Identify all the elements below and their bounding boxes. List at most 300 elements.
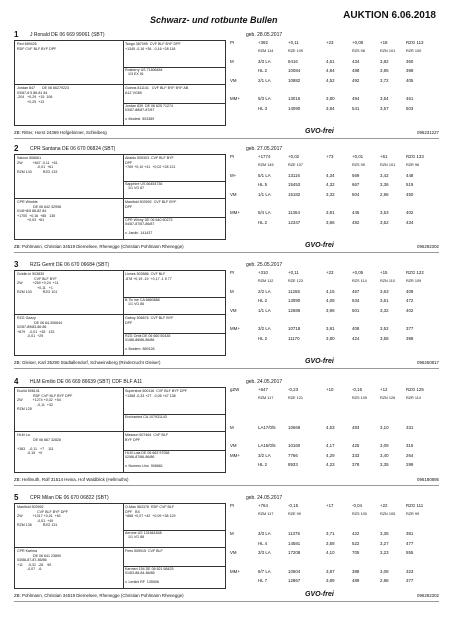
performance-cell: +764 [258, 503, 268, 508]
performance-table [230, 154, 439, 240]
performance-cell: gZW [230, 387, 240, 392]
performance-cell: 10160 [288, 443, 301, 449]
performance-cell: RZE 121 [288, 396, 303, 401]
performance-table [230, 503, 439, 589]
performance-cell: RZR 99 [406, 512, 420, 517]
performance-cell: 398 [406, 68, 414, 74]
performance-cell: 3,86 [326, 219, 335, 225]
performance-cell: +23 [326, 40, 334, 45]
pedigree-dam-dam: RZG Orbit DE 06 660 50435 01/86-86/86-86/86 v. Boslem 889128 [125, 333, 171, 352]
pedigree-divider [123, 504, 124, 588]
page-title: Schwarz- und rotbunte Bullen [150, 15, 278, 25]
performance-cell: 360 [406, 58, 414, 64]
performance-cell: -0,15 [288, 503, 299, 508]
entry-separator [14, 485, 439, 486]
performance-cell: HL 4 [258, 540, 268, 546]
performance-cell: 3,40 [380, 452, 389, 458]
pedigree-dam-sire: Manifold 503992 CVF BLF BYF DPF [125, 200, 177, 209]
performance-cell: 13090 [288, 298, 301, 304]
performance-cell: 4,10 [326, 550, 335, 555]
performance-cell: MM+ [230, 326, 240, 332]
performance-cell: 5/3 LA [258, 96, 271, 102]
gvo-label: GVO-frei [305, 128, 334, 135]
performance-cell: 4,29 [326, 452, 335, 458]
performance-cell: 17208 [288, 550, 301, 555]
performance-cell: RZR 96 [406, 163, 420, 168]
performance-cell: 402 [406, 307, 414, 313]
pedigree-box [14, 503, 226, 589]
birth-date: geb. 24.05.2017 [246, 495, 283, 501]
performance-cell: 3,54 [380, 96, 389, 102]
performance-cell: 315 [406, 443, 414, 449]
performance-cell: 402 [406, 210, 414, 216]
performance-cell: RZE 109 [288, 49, 303, 54]
performance-cell: HL 2 [258, 462, 268, 468]
performance-cell: M [230, 58, 234, 64]
performance-cell: 503 [406, 105, 414, 111]
pedigree-dam: RZG Gazzy DE 06 64-306644 02/87-89/83-86 86 +879 -0,01 +35 133 -0,01 +29 [17, 316, 63, 339]
lot-number: 4 [14, 377, 19, 386]
performance-cell: M+ [230, 172, 237, 178]
performance-cell: RZN 110 [380, 279, 395, 284]
pedigree-sire-sire: Altaldo 505303 CVF BLF BYF DPF +769 +0,10 +41 +0,02 +28 121 [125, 156, 176, 170]
performance-cell: 3/2 LA [258, 326, 271, 332]
performance-cell: RZS 95 [352, 163, 365, 168]
performance-cell: 3,42 [380, 172, 389, 178]
performance-cell: +61 [380, 154, 388, 159]
performance-cell: 3,10 [380, 424, 389, 430]
performance-cell: 425 [352, 443, 360, 449]
performance-cell: 3,08 [380, 568, 389, 574]
pedigree-divider [15, 84, 225, 85]
performance-cell: 3,89 [326, 578, 335, 584]
performance-cell: 1/1 LA [258, 307, 271, 313]
performance-cell: 3,58 [326, 540, 335, 546]
performance-cell: 555 [406, 550, 414, 555]
performance-cell: +17 [326, 503, 334, 508]
performance-cell: RZG 111 [406, 503, 424, 508]
entry-separator [14, 601, 439, 602]
performance-cell: 489 [352, 578, 360, 584]
pedigree-divider [123, 271, 124, 355]
performance-cell: 12347 [288, 219, 301, 225]
lot-number: 5 [14, 493, 19, 502]
performance-cell: HL 2 [258, 68, 268, 74]
performance-cell: 3,63 [380, 288, 389, 294]
pedigree-dam-sire: Missouri 507464 CVF BLF BYF DPF [125, 433, 169, 442]
pedigree-sire: Saloon 506661 ZW +847 -0,11 +61 -0,01 +61 RZM 143 RZG 133 [17, 156, 58, 174]
performance-cell: PI [230, 154, 235, 159]
performance-cell: -0,23 [288, 387, 299, 392]
performance-cell: VM [230, 77, 237, 83]
performance-cell: 541 [352, 105, 360, 111]
performance-cell: 5/4 LA [258, 210, 271, 216]
pedigree-sire: Euclid 506141 RDF CVF BLF BYF DPF ZW +1274 +0,02 +54 -0,11 +32 RZM 125 [17, 389, 73, 412]
bull-entry [14, 260, 439, 372]
performance-cell: 15453 [288, 182, 301, 188]
performance-cell: 501 [352, 307, 360, 313]
performance-cell: 8/7 LA [258, 568, 271, 574]
performance-cell: 3/2 LA [258, 452, 271, 458]
performance-cell: 381 [406, 531, 414, 537]
performance-cell: 4,34 [326, 172, 335, 178]
performance-cell: 488 [352, 68, 360, 74]
performance-cell: M [230, 424, 234, 430]
performance-cell: -0,16 [352, 387, 363, 392]
performance-cell: 333 [352, 452, 360, 458]
performance-cell: +392 [258, 40, 268, 45]
performance-cell: 13016 [288, 96, 301, 102]
performance-cell: RZN 101 [380, 163, 396, 168]
performance-cell: RZS 109 [352, 396, 367, 401]
breeder-info: ZB: Hellmuth, Rolf 31514 Heina, Hof Waldblick (Hellmuths) [14, 477, 129, 482]
bull-entry [14, 493, 439, 605]
performance-cell: 434 [406, 219, 414, 225]
performance-cell: RZG 122 [406, 270, 424, 275]
performance-cell: LA17/0/5 [258, 424, 276, 430]
pedigree-sire-sire: Liones 503586 CVF BLF -878 +0,19 -19 +0,17 -1 5 77 [125, 272, 172, 281]
performance-cell: 378 [352, 462, 360, 468]
performance-cell: 3,84 [326, 105, 335, 111]
pedigree-sire-sire: Tango 387099 CVF BLF BYF DPF +1345 -0,16 +36 -0,16 +28 118 [125, 42, 181, 51]
breeder-info: ZB: Pohlmann, Christian 34519 Diemelsee, Rhenegge (Christian Pohlmann Rhenegge) [14, 593, 184, 598]
performance-cell: 14090 [288, 105, 301, 111]
birth-date: geb. 24.05.2017 [246, 379, 283, 385]
birth-date: geb. 25.05.2017 [246, 262, 283, 268]
performance-cell: +12 [380, 387, 388, 392]
performance-cell: +0,08 [352, 40, 364, 45]
pedigree-dam-dam: Karmen 154 DE 06 621 68425 01/83-86-84-86/85 v. Lentini RF 135506 [125, 566, 174, 585]
pedigree-divider [15, 314, 225, 315]
performance-cell: 477 [406, 540, 414, 546]
performance-cell: 4,52 [326, 77, 335, 83]
pedigree-sire-sub: RDF CVF BLF BYF DPF [17, 47, 57, 51]
performance-cell: VM [230, 443, 237, 449]
performance-cell: 10882 [288, 77, 301, 83]
pedigree-divider [123, 155, 124, 239]
performance-cell: MM+ [230, 96, 240, 102]
performance-cell: RZM 117 [258, 396, 274, 401]
performance-cell: MM+ [230, 210, 240, 216]
performance-cell: 11265 [288, 288, 300, 294]
performance-cell: +10 [326, 387, 334, 392]
performance-cell: 11170 [288, 335, 300, 341]
bull-name: CPR Santana DE 06 670 06824 (SBT) [30, 146, 116, 152]
performance-cell: 4,08 [326, 298, 335, 304]
performance-cell: 4,23 [326, 462, 335, 468]
lot-number: 2 [14, 144, 19, 153]
entry-code: 096260817 [417, 360, 439, 365]
performance-cell: RZE 99 [288, 512, 301, 517]
performance-cell: 569 [352, 172, 360, 178]
performance-cell: 11375 [288, 531, 300, 537]
performance-cell: RZR 100 [406, 49, 422, 54]
bull-entry [14, 377, 439, 489]
pedigree-divider [123, 41, 124, 125]
performance-cell: 2/1 LA [258, 77, 271, 83]
performance-cell: 3/3 LA [258, 550, 271, 555]
performance-cell: 10504 [288, 568, 301, 574]
entry-separator [14, 138, 439, 139]
performance-cell: 461 [406, 96, 414, 102]
pedigree-dam-dam: Jordan 839 DE 06 625 71274 03/87-88/87-87/87 v. Modest 503389 [125, 103, 173, 122]
performance-cell: 388 [352, 568, 360, 574]
performance-cell: +23 [326, 270, 334, 275]
performance-cell: 450 [406, 191, 414, 197]
performance-cell: RZR 114 [406, 396, 421, 401]
performance-cell: 522 [352, 540, 360, 546]
performance-cell: 3,09 [380, 443, 389, 449]
performance-cell: RZS 100 [352, 512, 367, 517]
pedigree-box [14, 387, 226, 473]
performance-cell: 3,95 [380, 68, 389, 74]
performance-cell: 3,81 [326, 326, 335, 332]
performance-cell: +0,01 [352, 154, 364, 159]
performance-table [230, 387, 439, 473]
performance-cell: 3,32 [326, 191, 335, 197]
pedigree-box [14, 270, 226, 356]
performance-cell: 3,61 [380, 298, 389, 304]
performance-cell: PI [230, 40, 235, 45]
performance-cell: 3,35 [380, 462, 389, 468]
performance-cell: 5/1 LA [258, 172, 271, 178]
performance-cell: +0,11 [288, 270, 299, 275]
performance-cell: 448 [406, 172, 414, 178]
performance-cell: 10718 [288, 326, 301, 332]
performance-cell: 3,52 [380, 326, 389, 332]
performance-cell: RZM 145 [258, 163, 274, 168]
performance-cell: RZM 117 [258, 512, 274, 517]
birth-date: geb. 27.05.2017 [246, 146, 283, 152]
performance-cell: RZR 109 [406, 279, 422, 284]
gvo-label: GVO-frei [305, 242, 334, 249]
performance-cell: 667 [352, 182, 360, 188]
pedigree-dam-dam: CPR Winny DE 06 640 60273 04/87-87/87-86/87 v. Jardin 141437 [125, 217, 173, 236]
performance-cell: 3/3 LA [258, 58, 271, 64]
pedigree-box [14, 40, 226, 126]
performance-cell: 494 [352, 96, 360, 102]
performance-cell: 2,96 [380, 191, 389, 197]
performance-cell: 3,72 [380, 77, 389, 83]
bull-entry [14, 144, 439, 256]
pedigree-dam-sire: Gaboy 506676 CVF BLF BYF DPF [125, 316, 174, 325]
performance-cell: 2/2 LA [258, 288, 271, 294]
pedigree-sire: Manifold 503992 CVF BLF BYF DPF ZW +1317 +0,01 +61 -0,01 +49 RZM 136 RZG 131 [17, 505, 68, 528]
pedigree-sire-dam: Aerone US 131661848 1/1 VG 88 [125, 530, 162, 540]
pedigree-divider [123, 388, 124, 472]
performance-cell: -0,04 [352, 503, 363, 508]
performance-cell: 3,36 [380, 182, 389, 188]
performance-cell: 3,82 [380, 58, 389, 64]
performance-cell: RZS 114 [352, 279, 367, 284]
breeder-info: ZB: Pohlmann, Christian 34519 Diemelsee, Rhenegge (Christian Pohlmann Rhenegge) [14, 244, 184, 249]
performance-cell: VM [230, 191, 237, 197]
pedigree-sire-sire: Supershot 500116 CVF BLF BYF DPF +1368 -0,33 +27 -0,06 +47 138 [125, 389, 188, 398]
pedigree-divider [15, 198, 225, 199]
pedigree-sire-dam: B.Tiv ine CA 6860888 1/1 VG 86 [125, 297, 160, 307]
entry-code: 096180895 [417, 477, 439, 482]
performance-cell: 3,80 [326, 96, 335, 102]
performance-cell: HL 3 [258, 105, 268, 111]
pedigree-dam: CPR Karima DE 06 641 23890 03/88-87-87-85/86 +11 -0,31 -28 90 -0,07 -6 [17, 549, 61, 572]
performance-cell: +0,05 [352, 270, 364, 275]
pedigree-sire-dam: Sapphire US 66454736 1/1 VG 87 [125, 181, 163, 191]
performance-cell: +1774 [258, 154, 271, 159]
performance-cell: 331 [406, 424, 414, 430]
performance-cell: 504 [352, 191, 360, 197]
entry-code: 096292302 [417, 244, 439, 249]
performance-cell: 4,53 [326, 424, 335, 430]
performance-cell: 4,15 [326, 288, 335, 294]
performance-cell: 422 [352, 531, 360, 537]
performance-cell: 10669 [288, 424, 301, 430]
performance-cell: RZN 101 [380, 49, 396, 54]
performance-cell: 4,17 [326, 443, 335, 449]
performance-cell: 377 [406, 326, 414, 332]
auction-date: AUKTION 6.06.2018 [343, 10, 436, 21]
performance-cell: MM+ [230, 568, 240, 574]
performance-cell: 13116 [288, 172, 300, 178]
pedigree-box [14, 154, 226, 240]
bull-name: J Ronald DE 06 669 99061 (SBT) [30, 32, 105, 38]
performance-cell: 264 [406, 452, 414, 458]
performance-cell: 434 [352, 58, 360, 64]
bull-name: CPR Milan DE 06 670 06822 (SBT) [30, 495, 109, 501]
performance-cell: +647 [258, 387, 268, 392]
pedigree-dam: CPR Wimble DE 06 642 32998 01/8+8/5 86-82 84 +1700 +0,16 +85 135 +0,03 +61 [17, 200, 61, 223]
performance-cell: 482 [352, 219, 360, 225]
performance-cell: 3,96 [326, 307, 335, 313]
performance-cell: 424 [352, 335, 360, 341]
performance-cell: VM [230, 307, 237, 313]
gvo-label: GVO-frei [305, 358, 334, 365]
performance-cell: 3,52 [380, 219, 389, 225]
performance-cell: LA15/0/6 [258, 443, 276, 449]
pedigree-dam-sire: Fires 505915 CVF BLF [125, 549, 163, 553]
performance-cell: RZM 114 [258, 49, 274, 54]
performance-cell: HL 5 [258, 182, 268, 188]
performance-cell: 483 [352, 424, 360, 430]
performance-cell: RZM 112 [258, 279, 274, 284]
performance-cell: 15182 [288, 191, 301, 197]
performance-cell: 11364 [288, 210, 300, 216]
performance-cell: 405 [406, 77, 414, 83]
performance-cell: +310 [258, 270, 268, 275]
pedigree-divider [15, 547, 225, 548]
performance-cell: 3,53 [380, 210, 389, 216]
performance-cell: M [230, 531, 234, 537]
performance-cell: HL 2 [258, 335, 268, 341]
performance-cell: RZN 126 [380, 396, 396, 401]
breeder-info: ZB: Ritter, Horst 24369 Hofgebinner, Schleiberg [14, 130, 107, 135]
performance-cell: 3,71 [326, 531, 335, 537]
bull-name: RZG Gerrit DE 06 670 06684 (SBT) [30, 262, 110, 268]
performance-cell: 12686 [288, 307, 301, 313]
performance-cell: M [230, 288, 234, 294]
bull-entry [14, 30, 439, 142]
performance-cell: 4,32 [326, 182, 335, 188]
performance-cell: 3,57 [380, 105, 389, 111]
performance-cell: HL 2 [258, 298, 268, 304]
entry-separator [14, 368, 439, 369]
performance-cell: RZG 133 [406, 154, 424, 159]
birth-date: geb. 28.05.2017 [246, 32, 283, 38]
performance-cell: 3,91 [326, 210, 335, 216]
performance-cell: 492 [352, 77, 360, 83]
performance-cell: 534 [352, 298, 360, 304]
performance-cell: +0,11 [288, 40, 299, 45]
entry-code: 096292302 [417, 593, 439, 598]
performance-cell: RZN 105 [380, 512, 396, 517]
pedigree-dam-dam: HLM Lola DE 06 663 97058 02/86-87/86-86/86 v. Numero Uno 506661 [125, 450, 170, 469]
performance-cell: 472 [406, 298, 414, 304]
pedigree-sire-sire: O-Man 563378 RDF CVF BLF DPF BX +868 +0,07 +42 +0,09 +38 129 [125, 505, 176, 519]
performance-cell: 7766 [288, 452, 298, 458]
performance-table [230, 40, 439, 126]
performance-cell: 519 [406, 182, 414, 188]
performance-cell: 3,27 [380, 540, 389, 546]
pedigree-sire-dam: Rosberry US 71806484 1/3 EX 91 [125, 67, 163, 77]
breeder-info: ZB: Gleiser, Karl 35290 Stadtallendorf, Schweinsberg (Rinderzucht Gleiser) [14, 360, 161, 365]
performance-cell: HL 2 [258, 219, 268, 225]
performance-cell: 8933 [288, 462, 298, 468]
performance-cell: 3/3 LA [258, 531, 271, 537]
performance-cell: RZS 98 [352, 49, 365, 54]
performance-cell: 398 [406, 335, 414, 341]
performance-cell: RZG 125 [406, 387, 424, 392]
performance-cell: HL 7 [258, 578, 268, 584]
pedigree-sire-dam: Enchanted CA 107931143 [125, 414, 167, 419]
performance-cell: 467 [352, 288, 360, 294]
performance-cell: PI [230, 270, 235, 275]
performance-cell: RZE 107 [288, 163, 303, 168]
performance-table [230, 270, 439, 356]
performance-cell: 408 [352, 326, 360, 332]
performance-cell: 299 [406, 462, 414, 468]
performance-cell: +15 [380, 270, 388, 275]
performance-cell: RZE 123 [288, 279, 303, 284]
performance-cell: 14581 [288, 540, 301, 546]
performance-cell: 12867 [288, 578, 301, 584]
pedigree-sire: Goldin in 503839 CVF BLF BYF ZW +259 +0,24 +11 +0,11 +1 RZM 103 RZG 101 [17, 272, 59, 295]
performance-cell: 409 [406, 288, 414, 294]
performance-cell: 10084 [288, 68, 301, 74]
pedigree-dam: Jordan 847 DE 06 66279223 03/87-8 5 88-81 84 -204 +0,29 +15 106 +0,25 +13 [17, 86, 69, 104]
performance-cell: 3,58 [380, 335, 389, 341]
performance-cell: 3,87 [326, 568, 335, 574]
performance-cell: 323 [406, 568, 414, 574]
performance-cell: 377 [406, 578, 414, 584]
performance-cell: 1/1 LA [258, 191, 271, 197]
performance-cell: PI [230, 503, 235, 508]
performance-cell: VM [230, 550, 237, 555]
performance-cell: 3,32 [380, 307, 389, 313]
performance-cell: 2,98 [380, 578, 389, 584]
performance-cell: 9416 [288, 58, 298, 64]
lot-number: 3 [14, 260, 19, 269]
performance-cell: 445 [352, 210, 360, 216]
performance-cell: 3,23 [380, 550, 389, 555]
performance-cell: 4,61 [326, 58, 335, 64]
pedigree-dam-sire: Guinns 811141 CVF BLF BYF BYF AB A1Z VG89 [125, 86, 189, 95]
pedigree-dam: HLM La DE 06 667 32826 +383 -0,11 +7 111 -0,15 +0 [17, 433, 61, 456]
performance-cell: 3,80 [326, 335, 335, 341]
performance-cell: MM+ [230, 452, 240, 458]
entry-code: 096231227 [417, 130, 439, 135]
pedigree-divider [15, 431, 225, 432]
gvo-label: GVO-frei [305, 591, 334, 598]
performance-cell: 705 [352, 550, 360, 555]
